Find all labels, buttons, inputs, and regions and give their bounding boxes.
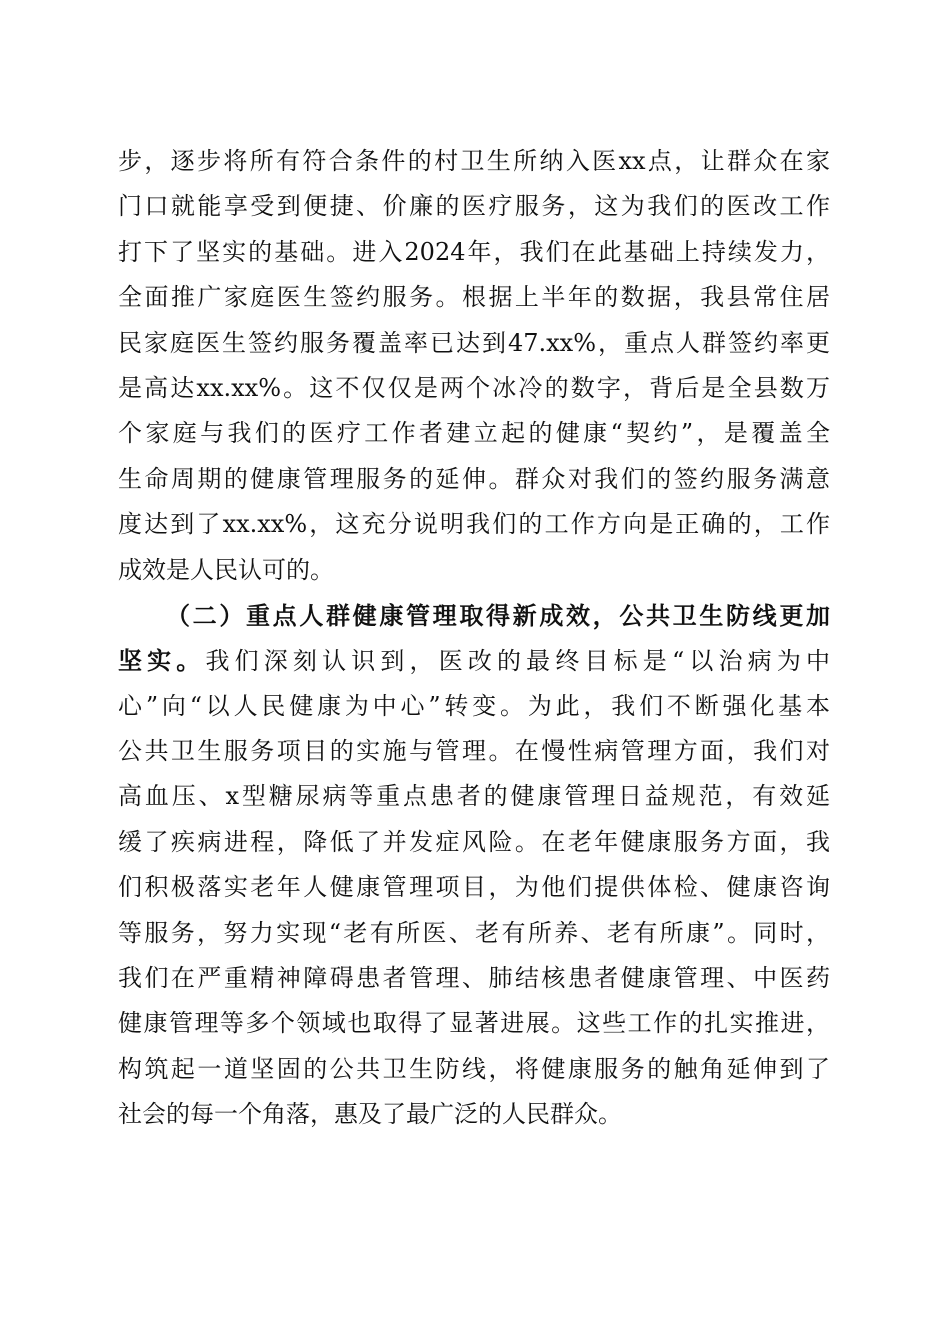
- text-run: 我们深刻认识到，医改的最终目标是“以治病为中: [205, 647, 830, 676]
- paragraph-2: [118, 593, 830, 1138]
- text-line: 打下了坚实的基础。进入2024年，我们在此基础上持续发力，: [118, 237, 830, 266]
- text-line: 缓了疾病进程，降低了并发症风险。在老年健康服务方面，我: [118, 827, 830, 856]
- text-line: 我们在严重精神障碍患者管理、肺结核患者健康管理、中医药: [118, 964, 830, 993]
- text-line: 生命周期的健康管理服务的延伸。群众对我们的签约服务满意: [118, 464, 830, 493]
- text-line: 门口就能享受到便捷、价廉的医疗服务，这为我们的医改工作: [118, 192, 830, 221]
- text-line: 步，逐步将所有符合条件的村卫生所纳入医xx点，让群众在家: [118, 147, 830, 175]
- text-line: 民家庭医生签约服务覆盖率已达到47.xx%，重点人群签约率更: [118, 328, 830, 357]
- section-heading: （二）重点人群健康管理取得新成效，公共卫生防线更加: [166, 600, 830, 630]
- text-line: 们积极落实老年人健康管理项目，为他们提供体检、健康咨询: [118, 873, 830, 902]
- text-line: 全面推广家庭医生签约服务。根据上半年的数据，我县常住居: [118, 283, 830, 312]
- text-line: 个家庭与我们的医疗工作者建立起的健康“契约”，是覆盖全: [118, 419, 830, 448]
- section-heading-end: 坚实。: [118, 646, 206, 676]
- text-line: 度达到了xx.xx%，这充分说明我们的工作方向是正确的，工作: [118, 510, 830, 539]
- text-line: 高血压、x型糖尿病等重点患者的健康管理日益规范，有效延: [118, 782, 830, 811]
- text-line: 构筑起一道坚固的公共卫生防线，将健康服务的触角延伸到了: [118, 1054, 830, 1083]
- body-text: [118, 139, 830, 1138]
- text-line: 公共卫生服务项目的实施与管理。在慢性病管理方面，我们对: [118, 737, 830, 766]
- text-line: [118, 638, 830, 683]
- text-line: 等服务，努力实现“老有所医、老有所养、老有所康”。同时，: [118, 918, 830, 947]
- text-line: 健康管理等多个领域也取得了显著进展。这些工作的扎实推进，: [118, 1009, 830, 1038]
- text-line: 是高达xx.xx%。这不仅仅是两个冰冷的数字，背后是全县数万: [118, 373, 830, 402]
- paragraph-1: [118, 139, 830, 593]
- text-line: 心”向“以人民健康为中心”转变。为此，我们不断强化基本: [118, 691, 830, 720]
- text-line: 社会的每一个角落，惠及了最广泛的人民群众。: [118, 1100, 622, 1129]
- text-line: 成效是人民认可的。: [118, 555, 334, 584]
